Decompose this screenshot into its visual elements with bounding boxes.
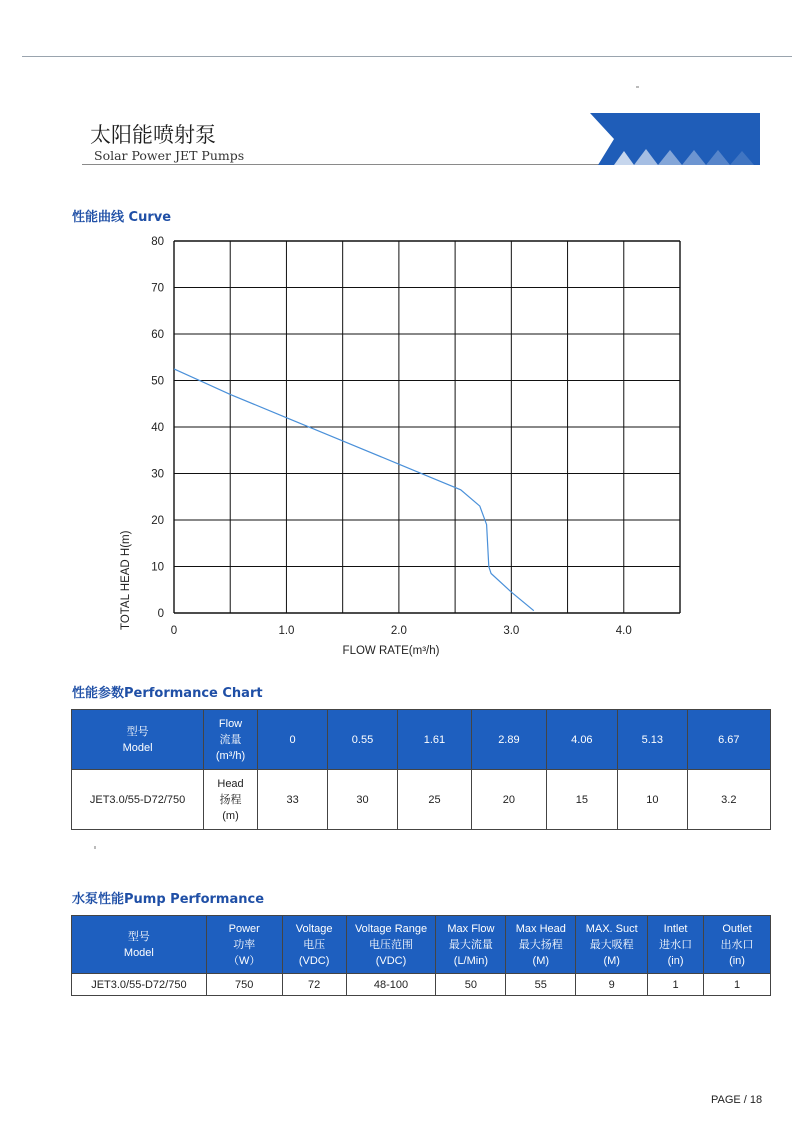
header-cn: 最大扬程 bbox=[518, 938, 563, 951]
header-unit: (VDC) bbox=[298, 954, 330, 967]
model-header-cell bbox=[72, 710, 204, 770]
pump-values-row bbox=[72, 974, 771, 996]
inlet-header bbox=[648, 916, 704, 974]
head-flow-curve bbox=[174, 369, 534, 611]
power-header bbox=[206, 916, 282, 974]
x-tick-label: 0 bbox=[170, 625, 178, 637]
outlet-value: 1 bbox=[704, 974, 771, 996]
y-tick-label: 80 bbox=[151, 236, 164, 248]
header-unit: (L/Min) bbox=[453, 954, 489, 967]
max-suction-header bbox=[576, 916, 648, 974]
x-tick-labels bbox=[171, 625, 632, 637]
x-tick-label: 2.0 bbox=[390, 625, 407, 637]
head-value: 20 bbox=[472, 770, 546, 830]
header-en: Max Flow bbox=[447, 922, 495, 935]
performance-curve-chart bbox=[100, 228, 700, 663]
header-cn: 出水口 bbox=[720, 938, 754, 951]
max-flow-value: 50 bbox=[436, 974, 506, 996]
head-label-cn: 扬程 bbox=[219, 793, 242, 806]
head-value: 33 bbox=[257, 770, 327, 830]
header-unit: （W） bbox=[228, 954, 261, 967]
y-tick-label: 20 bbox=[151, 515, 164, 527]
model-label-en: Model bbox=[122, 741, 153, 754]
model-value: JET3.0/55-D72/750 bbox=[72, 974, 207, 996]
flow-label-cn: 流量 bbox=[219, 733, 242, 746]
max-head-value: 55 bbox=[506, 974, 576, 996]
header-unit: (in) bbox=[667, 954, 684, 967]
head-value: 30 bbox=[328, 770, 397, 830]
curve-section-title: 性能曲线 Curve bbox=[72, 210, 172, 225]
top-rule bbox=[22, 56, 792, 57]
header-en: Intlet bbox=[663, 922, 688, 935]
y-tick-label: 10 bbox=[151, 561, 164, 574]
header-unit: (M) bbox=[603, 954, 620, 967]
voltage-range-value: 48-100 bbox=[346, 974, 436, 996]
header-unit: (VDC) bbox=[375, 954, 407, 967]
header-en: Power bbox=[228, 922, 260, 935]
head-row bbox=[72, 770, 771, 830]
chart-grid bbox=[174, 241, 680, 613]
model-value: JET3.0/55-D72/750 bbox=[72, 770, 204, 830]
flow-value: 1.61 bbox=[397, 710, 471, 770]
y-tick-label: 50 bbox=[151, 375, 164, 388]
head-header-cell bbox=[204, 770, 258, 830]
max-flow-header bbox=[436, 916, 506, 974]
header-cn: 最大流量 bbox=[448, 938, 493, 951]
header-en: Outlet bbox=[722, 922, 752, 935]
voltage-range-header bbox=[346, 916, 436, 974]
head-value: 3.2 bbox=[687, 770, 770, 830]
y-tick-label: 0 bbox=[157, 608, 164, 620]
y-tick-label: 70 bbox=[151, 282, 164, 295]
flow-value: 0.55 bbox=[328, 710, 397, 770]
x-tick-label: 1.0 bbox=[278, 625, 295, 637]
header-unit: (in) bbox=[729, 954, 745, 967]
voltage-header bbox=[282, 916, 346, 974]
max-suction-value: 9 bbox=[576, 974, 648, 996]
flow-value: 2.89 bbox=[472, 710, 546, 770]
flow-value: 6.67 bbox=[687, 710, 770, 770]
header-en: Max Head bbox=[515, 922, 566, 935]
inlet-value: 1 bbox=[648, 974, 704, 996]
page-number: PAGE / 18 bbox=[711, 1094, 763, 1106]
flow-unit: (m³/h) bbox=[215, 749, 246, 762]
x-tick-label: 4.0 bbox=[615, 625, 632, 637]
y-tick-labels bbox=[151, 236, 164, 620]
scan-speck bbox=[636, 86, 639, 88]
y-tick-label: 60 bbox=[151, 329, 164, 341]
head-value: 10 bbox=[618, 770, 687, 830]
voltage-value: 72 bbox=[282, 974, 346, 996]
y-tick-label: 40 bbox=[151, 422, 164, 434]
header-cn: 电压 bbox=[303, 938, 326, 951]
model-header-cell bbox=[72, 916, 207, 974]
head-label-en: Head bbox=[217, 777, 244, 790]
header-cn: 功率 bbox=[233, 938, 256, 951]
scan-speck bbox=[94, 846, 96, 849]
pump-performance-title: 水泵性能Pump Performance bbox=[72, 892, 265, 907]
performance-chart-title: 性能参数Performance Chart bbox=[72, 686, 263, 701]
header-en: Voltage Range bbox=[354, 922, 428, 935]
header-mountain-banner bbox=[590, 113, 760, 165]
outlet-header bbox=[704, 916, 771, 974]
header-cn: 最大吸程 bbox=[589, 938, 634, 951]
x-tick-label: 3.0 bbox=[503, 625, 520, 637]
header-unit: (M) bbox=[532, 954, 550, 967]
head-unit: (m) bbox=[222, 809, 239, 822]
performance-chart-table bbox=[71, 709, 771, 830]
pump-header-row bbox=[72, 916, 771, 974]
header-title-en: Solar Power JET Pumps bbox=[94, 148, 245, 163]
model-label-en: Model bbox=[123, 946, 154, 959]
page-header bbox=[82, 113, 760, 165]
flow-value: 4.06 bbox=[546, 710, 617, 770]
flow-label-en: Flow bbox=[218, 717, 243, 730]
model-label-cn: 型号 bbox=[126, 725, 149, 738]
power-value: 750 bbox=[206, 974, 282, 996]
header-en: MAX. Suct bbox=[585, 922, 638, 935]
flow-value: 5.13 bbox=[618, 710, 687, 770]
head-value: 25 bbox=[397, 770, 471, 830]
y-axis-label: TOTAL HEAD H(m) bbox=[120, 530, 132, 630]
flow-row bbox=[72, 710, 771, 770]
header-cn: 进水口 bbox=[659, 938, 693, 951]
flow-value: 0 bbox=[257, 710, 327, 770]
model-label-cn: 型号 bbox=[127, 930, 150, 943]
flow-header-cell bbox=[204, 710, 258, 770]
pump-performance-table bbox=[71, 915, 771, 996]
y-tick-label: 30 bbox=[151, 468, 164, 481]
header-title-cn: 太阳能喷射泵 bbox=[90, 123, 216, 147]
header-cn: 电压范围 bbox=[369, 938, 414, 951]
header-en: Voltage bbox=[295, 922, 333, 935]
x-axis-label: FLOW RATE(m³/h) bbox=[342, 645, 440, 657]
max-head-header bbox=[506, 916, 576, 974]
head-value: 15 bbox=[546, 770, 617, 830]
